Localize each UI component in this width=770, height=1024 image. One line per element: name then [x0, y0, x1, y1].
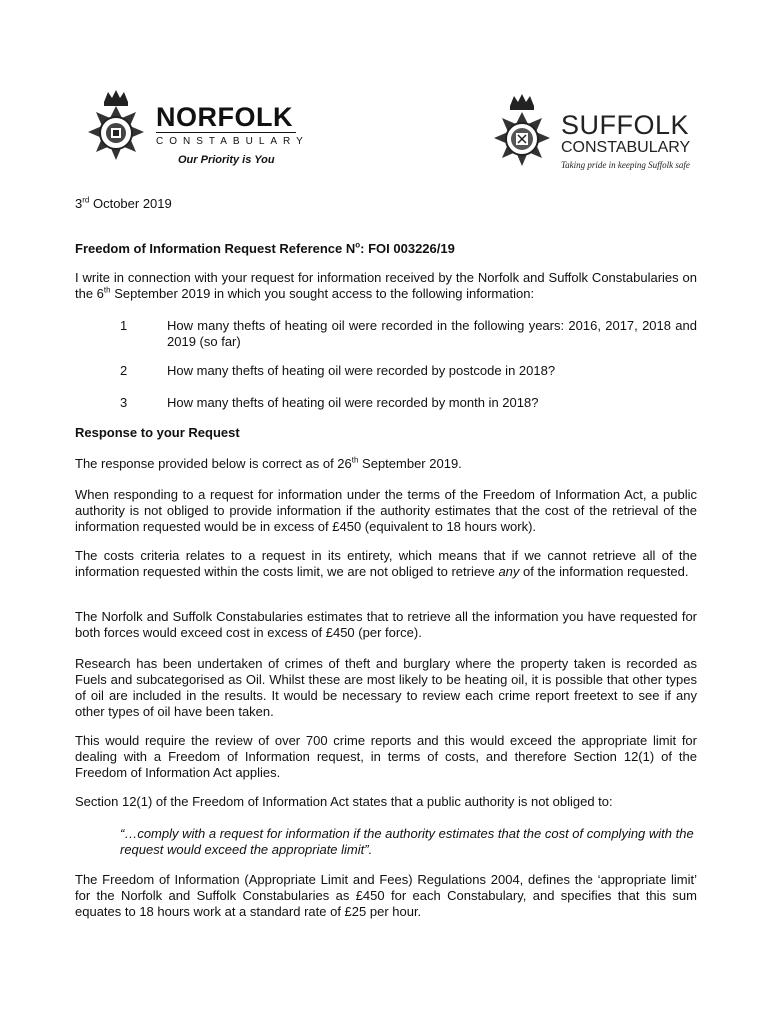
- cost-criteria-paragraph: The costs criteria relates to a request in its entirety, which means that if we cannot retrieve all of the information requested within the costs limit, we are not obliged to retrieve any of the information requested.: [75, 548, 697, 579]
- review-paragraph: This would require the review of over 700 crime reports and this would exceed the appropriate limit for dealing with a Freedom of Information request, in terms of costs, and therefore Section 12(1) of the Freedom of Information Act applies.: [75, 733, 697, 780]
- section-12-paragraph: Section 12(1) of the Freedom of Information Act states that a public authority is not obliged to:: [75, 794, 613, 809]
- response-date-paragraph: The response provided below is correct as of 26th September 2019.: [75, 455, 462, 471]
- suffolk-subtitle: CONSTABULARY: [561, 139, 691, 156]
- norfolk-crest-icon: [76, 88, 156, 174]
- suffolk-tagline: Taking pride in keeping Suffolk safe: [561, 160, 690, 170]
- cost-limit-paragraph: When responding to a request for information under the terms of the Freedom of Information Act, a public authority is not obliged to provide information if the authority estimates that the cost of the retrieval of the information requested would be in excess of £450 (equivalent to 18 hours work).: [75, 487, 697, 534]
- letter-date: 3rd October 2019: [75, 195, 172, 211]
- suffolk-name: SUFFOLK: [561, 110, 690, 140]
- question-text: How many thefts of heating oil were recorded by month in 2018?: [167, 395, 539, 410]
- regulations-paragraph: The Freedom of Information (Appropriate Limit and Fees) Regulations 2004, defines the ‘appropriate limit’ for the Norfolk and Suffolk Constabularies as £450 for each Constabulary, and specifies that this sum equates to 18 hours work at a standard rate of £25 per hour.: [75, 872, 697, 919]
- response-heading: Response to your Request: [75, 425, 240, 440]
- norfolk-divider: [156, 132, 296, 133]
- question-text: How many thefts of heating oil were recorded in the following years: 2016, 2017, 2018 and 2019 (so far): [167, 318, 697, 349]
- suffolk-constabulary-logo: [484, 92, 699, 182]
- intro-paragraph: I write in connection with your request for information received by the Norfolk and Suffolk Constabularies on the 6th September 2019 in which you sought access to the following information:: [75, 270, 697, 301]
- request-reference: Freedom of Information Request Reference $N^o$: FOI 003226/19: [75, 240, 455, 256]
- question-text: How many thefts of heating oil were recorded by postcode in 2018?: [167, 363, 556, 378]
- norfolk-subtitle: CONSTABULARY: [156, 136, 309, 147]
- research-paragraph: Research has been undertaken of crimes of theft and burglary where the property taken is recorded as Fuels and subcategorised as Oil. Whilst these are most likely to be heating oil, it is possible that other types of oil are included in the results. It would be necessary to review each crime report freetext to see if any other types of oil have been taken.: [75, 656, 697, 719]
- norfolk-constabulary-logo: [76, 88, 309, 174]
- norfolk-name: NORFOLK: [156, 102, 293, 132]
- question-number: 2: [120, 363, 128, 378]
- section-12-quote: “…comply with a request for information if the authority estimates that the cost of complying with the request would exceed the appropriate limit”.: [120, 826, 694, 857]
- question-number: 1: [120, 318, 128, 333]
- question-number: 3: [120, 395, 128, 410]
- estimate-paragraph: The Norfolk and Suffolk Constabularies estimates that to retrieve all the information you have requested for both forces would exceed cost in excess of £450 (per force).: [75, 609, 697, 640]
- norfolk-tagline: Our Priority is You: [178, 154, 275, 166]
- suffolk-crest-icon: [484, 92, 560, 182]
